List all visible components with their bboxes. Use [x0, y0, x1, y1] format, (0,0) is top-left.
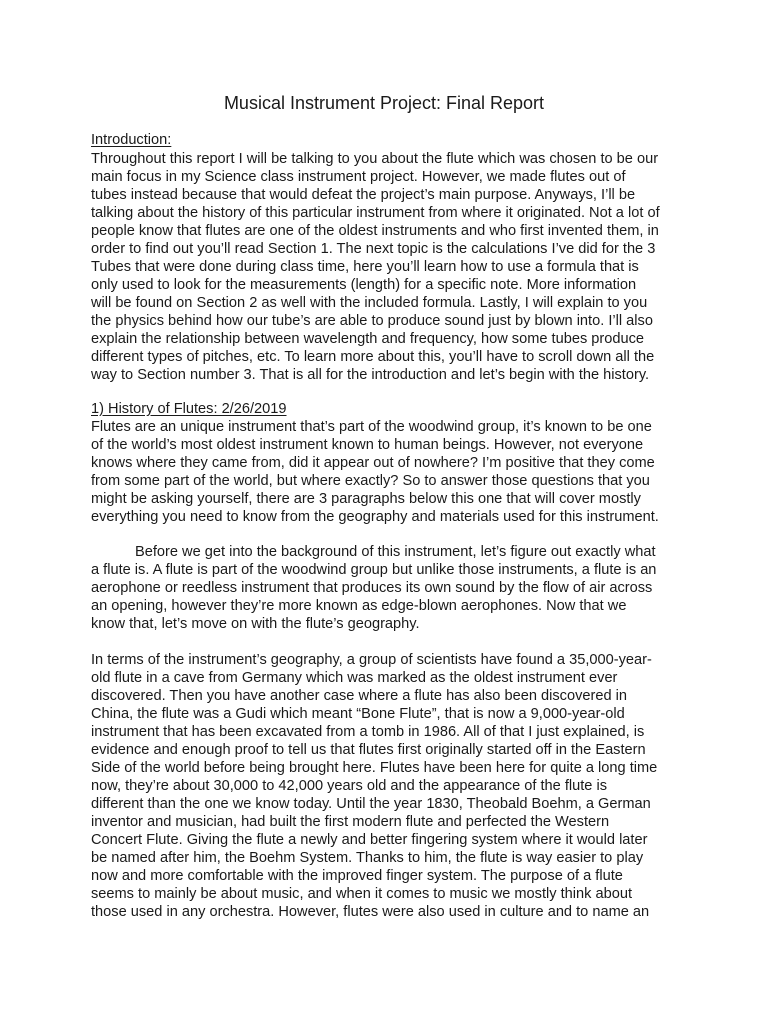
text-line: be named after him, the Boehm System. Thanks to him, the flute is way easier to play [91, 850, 644, 866]
text-line: those used in any orchestra. However, flutes were also used in culture and to name an [91, 904, 650, 920]
text-line: aerophone or reedless instrument that produces its own sound by the flow of air across [91, 580, 653, 596]
text-line: Tubes that were done during class time, here you’ll learn how to use a formula that is [91, 259, 639, 275]
text-line: discovered. Then you have another case where a flute has also been discovered in [91, 688, 627, 704]
section-heading-history: 1) History of Flutes: 2/26/2019 [91, 401, 287, 417]
text-line: tubes instead because that would defeat the project’s main purpose. Anyways, I’ll be [91, 187, 636, 203]
text-line: Throughout this report I will be talking to you about the flute which was chosen to be our [91, 151, 659, 167]
text-line: different than the one we know today. Until the year 1830, Theobald Boehm, a German [91, 796, 651, 812]
text-line-indented: Before we get into the background of this instrument, let’s figure out exactly what [135, 544, 656, 560]
text-line: Flutes are an unique instrument that’s part of the woodwind group, it’s known to be one [91, 419, 652, 435]
text-line: In terms of the instrument’s geography, a group of scientists have found a 35,000-year- [91, 652, 652, 668]
text-line: from some part of the world, but where exactly? So to answer those questions that you [91, 473, 650, 489]
text-line: an opening, however they’re more known as edge-blown aerophones. Now that we [91, 598, 627, 614]
text-line: will be found on Section 2 as well with the included formula. Lastly, I will explain to you [91, 295, 648, 311]
text-line: explain the relationship between wavelength and frequency, how some tubes produce [91, 331, 645, 347]
text-line: way to Section number 3. That is all for the introduction and let’s begin with the history. [91, 367, 650, 383]
text-line: talking about the history of this particular instrument from where it originated. Not a lot of [91, 205, 660, 221]
text-line: of the world’s most oldest instrument known to human beings. However, not everyone [91, 437, 644, 453]
text-line: people know that flutes are one of the oldest instruments and who first invented them, in [91, 223, 659, 239]
text-line: might be asking yourself, there are 3 paragraphs below this one that will cover mostly [91, 491, 641, 507]
text-line: Side of the world before being brought here. Flutes have been here for quite a long time [91, 760, 658, 776]
text-line: know that, let’s move on with the flute’s geography. [91, 616, 420, 632]
text-line: the physics behind how our tube’s are able to produce sound just by blown into. I’ll also [91, 313, 653, 329]
text-line: different types of pitches, etc. To learn more about this, you’ll have to scroll down all the [91, 349, 655, 365]
text-line: only used to look for the measurements (length) for a specific note. More information [91, 277, 637, 293]
text-line: now and more comfortable with the improved finger system. The purpose of a flute [91, 868, 623, 884]
text-line: main focus in my Science class instrument project. However, we made flutes out of [91, 169, 626, 185]
text-line: China, the flute was a Gudi which meant “Bone Flute”, that is now a 9,000-year-old [91, 706, 625, 722]
text-line: everything you need to know from the geography and materials used for this instrument. [91, 509, 659, 525]
text-line: seems to mainly be about music, and when it comes to music we mostly think about [91, 886, 633, 902]
text-line: order to find out you’ll read Section 1. The next topic is the calculations I’ve did for the 3 [91, 241, 656, 257]
page-title: Musical Instrument Project: Final Report [223, 93, 545, 113]
text-line: Concert Flute. Giving the flute a newly and better fingering system where it would later [91, 832, 648, 848]
text-line: knows where they came from, did it appear out of nowhere? I’m positive that they come [91, 455, 655, 471]
text-line: now, they’re about 30,000 to 42,000 years old and the appearance of the flute is [91, 778, 608, 794]
text-line: evidence and enough proof to tell us that flutes first originally started off in the Eastern [91, 742, 646, 758]
text-line: a flute is. A flute is part of the woodwind group but unlike those instruments, a flute is an [91, 562, 657, 578]
text-line: instrument that has been excavated from a tomb in 1986. All of that I just explained, is [91, 724, 645, 740]
text-line: inventor and musician, had built the first modern flute and perfected the Western [91, 814, 610, 830]
section-heading-introduction: Introduction: [91, 132, 172, 148]
text-line: old flute in a cave from Germany which was marked as the oldest instrument ever [91, 670, 618, 686]
